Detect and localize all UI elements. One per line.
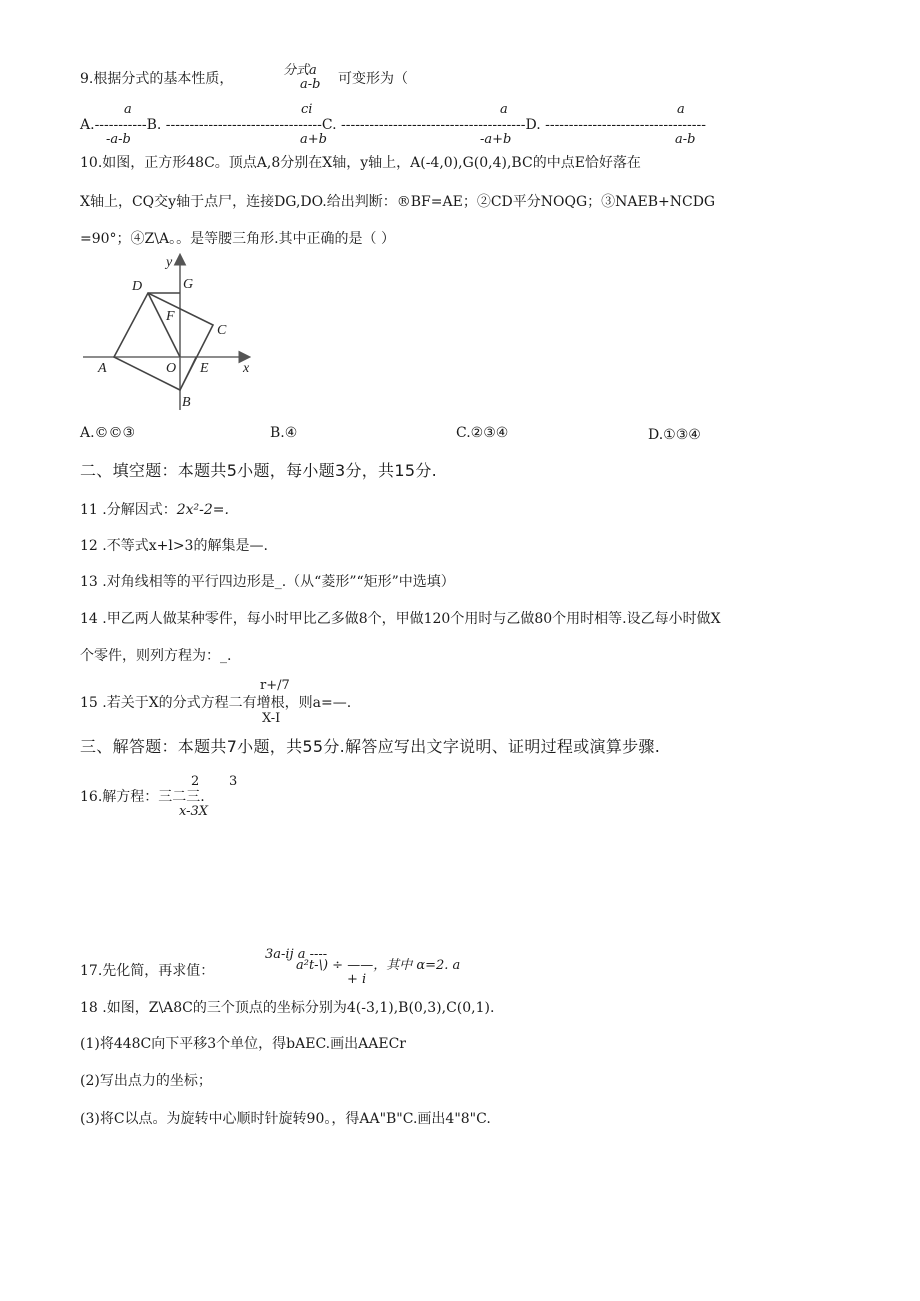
q9-option-a-denominator: -a-b [106, 132, 131, 147]
q10-line-2: X轴上，CQ交y轴于点尸，连接DG,DO.给出判断：®BF=AE；②CD平分NOQG；③NAEB+NCDG [80, 194, 716, 210]
q10-option-a: A.©©③ [80, 425, 136, 441]
label-o: O [166, 361, 177, 376]
q17-expression-bottom: + i [347, 972, 367, 987]
label-a: A [98, 361, 107, 376]
label-y: y [166, 255, 173, 270]
q9-option-d-denominator: a-b [675, 132, 696, 147]
q10-option-c: C.②③④ [456, 425, 509, 441]
label-f: F [166, 309, 175, 324]
q9-tail: 可变形为（ [338, 71, 408, 87]
q15-bottom: X-I [262, 711, 281, 726]
q9-stem: 9.根据分式的基本性质， [80, 71, 234, 87]
section-3-heading: 三、解答题：本题共7小题，共55分.解答应写出文字说明、证明过程或演算步骤. [80, 737, 661, 756]
q18-part-3: (3)将C以点。为旋转中心顺时针旋转90。，得AA"B"C.画出4"8"C. [80, 1111, 491, 1127]
q18-part-1: (1)将448C向下平移3个单位，得bAEC.画出AAECr [80, 1036, 406, 1052]
q9-option-d-numerator: a [677, 102, 685, 117]
q9-fraction-denominator: a-b [300, 77, 321, 92]
square-abcd [114, 293, 213, 390]
q9-option-c-numerator: a [500, 102, 508, 117]
q11-text: 11 .分解因式： [80, 502, 177, 518]
label-c: C [217, 323, 227, 338]
q11 [80, 501, 229, 519]
label-d: D [132, 279, 143, 294]
q9-option-a-label: A. [80, 117, 95, 133]
q9-option-c-denominator: -a+b [480, 132, 512, 147]
q15-top: r+/7 [260, 678, 290, 693]
q9-option-a-numerator: a [124, 102, 132, 117]
q10-option-b: B.④ [270, 425, 298, 441]
q17-expression-top: 3a-ij a ---- [265, 947, 328, 962]
q15-text: 15 .若关于X的分式方程二有增根，则a=—. [80, 695, 352, 711]
section-2-heading: 二、填空题：本题共5小题，每小题3分，共15分. [80, 461, 438, 480]
q10-option-d: D.①③④ [648, 427, 701, 443]
segment-be [180, 357, 196, 390]
q17-text: 17.先化简，再求值： [80, 963, 215, 979]
q9-option-b-numerator: ci [301, 102, 313, 117]
q10-line-1: 10.如图，正方形48C。顶点A,8分别在X轴，y轴上，A(-4,0),G(0,4),BC的中点E恰好落在 [80, 155, 641, 171]
q9-options-dashes: -----------B. ---------------------------------C. ---------------------------------------D. ---------------------------------- [94, 117, 706, 133]
q16-denominator: x-3X [179, 804, 209, 819]
label-g: G [183, 277, 194, 292]
label-b: B [182, 395, 191, 410]
q9-fraction-numerator: 分式a [283, 63, 317, 78]
q17-expression-mid: a²t-\) ÷ ——，其中 α=2. a [296, 958, 461, 973]
label-e: E [200, 361, 209, 376]
q13: 13 .对角线相等的平行四边形是_.（从“菱形”“矩形”中选填） [80, 574, 455, 590]
q9-option-b-denominator: a+b [300, 132, 327, 147]
q16-top-num: 2 [191, 774, 200, 789]
q14-line-2: 个零件，则列方程为：_. [80, 648, 232, 664]
q16-text: 16.解方程：三二三. [80, 789, 205, 805]
q12: 12 .不等式x+l>3的解集是—. [80, 538, 268, 554]
q16-top-right: 3 [229, 774, 238, 789]
q10-line-3: =90°；④Z\A。。是等腰三角形.其中正确的是（ ） [80, 231, 395, 247]
q11-expression: 2x²-2=. [176, 502, 229, 518]
q18-line-1: 18 .如图，Z\A8C的三个顶点的坐标分别为4(-3,1),B(0,3),C(0,1). [80, 1000, 495, 1016]
q9-options-line [80, 116, 706, 134]
q18-part-2: (2)写出点力的坐标； [80, 1073, 212, 1089]
q10-geometry-figure [78, 250, 278, 410]
label-x: x [243, 361, 250, 376]
segment-do [148, 293, 180, 357]
q14-line-1: 14 .甲乙两人做某种零件，每小时甲比乙多做8个，甲做120个用时与乙做80个用时相等.设乙每小时做X [80, 611, 721, 627]
